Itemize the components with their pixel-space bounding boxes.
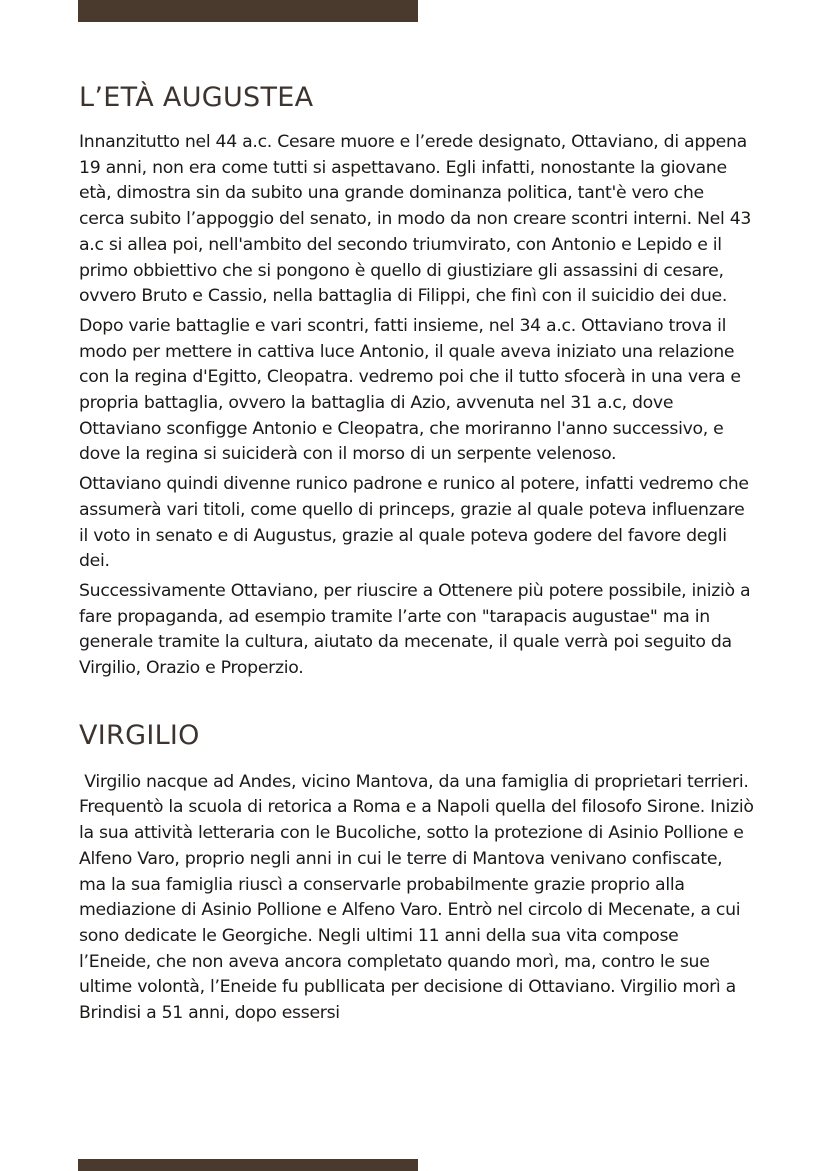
- paragraph: Virgilio nacque ad Andes, vicino Mantova, da una famiglia di proprietari terrieri. Frequentò la scuola di retorica a Roma e a Napoli quella del filosofo Sirone. Iniziò la sua attività letteraria con le Bucoliche, sotto la protezione di Asinio Pollione e Alfeno Varo, proprio negli anni in cui le terre di Mantova venivano confiscate, ma la sua famiglia riuscì a conservarle probabilmente grazie proprio alla mediazione di Asinio Pollione e Alfeno Varo. Entrò nel circolo di Mecenate, a cui sono dedicate le Georgiche. Negli ultimi 11 anni della sua vita compose l’Eneide, che non aveva ancora completato quando morì, ma, contro le sue ultime volontà, l’Eneide fu publlicata per decisione di Ottaviano. Virgilio morì a Brindisi a 51 anni, dopo essersi: [79, 771, 759, 1024]
- section-title: L’ETÀ AUGUSTEA: [79, 82, 314, 113]
- bottom-decorative-bar: [78, 1159, 418, 1171]
- top-decorative-bar: [78, 0, 418, 22]
- paragraph: Dopo varie battaglie e vari scontri, fatti insieme, nel 34 a.c. Ottaviano trova il modo per mettere in cattiva luce Antonio, il quale aveva iniziato una relazione con la regina d'Egitto, Cleopatra. vedremo poi che il tutto sfocerà in una vera e propria battaglia, ovvero la battaglia di Azio, avvenuta nel 31 a.c, dove Ottaviano sconfigge Antonio e Cleopatra, che moriranno l'anno successivo, e dove la regina si suiciderà con il morso di un serpente velenoso.: [79, 315, 741, 465]
- document-body: [79, 78, 759, 1027]
- paragraph: Innanzitutto nel 44 a.c. Cesare muore e l’erede designato, Ottaviano, di appena 19 anni, non era come tutti si aspettavano. Egli infatti, nonostante la giovane età, dimostra sin da subito una grande dominanza politica, tant'è vero che cerca subito l’appoggio del senato, in modo da non creare scontri interni. Nel 43 a.c si allea poi, nell'ambito del secondo triumvirato, con Antonio e Lepido e il primo obbiettivo che si pongono è quello di giustiziare gli assassini di cesare, ovvero Bruto e Cassio, nella battaglia di Filippi, che finì con il suicidio dei due.: [79, 132, 752, 307]
- section-virgilio: [79, 716, 759, 1027]
- paragraph: Ottaviano quindi divenne runico padrone e runico al potere, infatti vedremo che assumerà vari titoli, come quello di princeps, grazie al quale poteva influenzare il voto in senato e di Augustus, grazie al quale poteva godere del favore degli dei.: [79, 474, 749, 572]
- paragraph: Successivamente Ottaviano, per riuscire a Ottenere più potere possibile, iniziò a fare propaganda, ad esempio tramite l’arte con "tarapacis augustae" ma in generale tramite la cultura, aiutato da mecenate, il quale verrà poi seguito da Virgilio, Orazio e Properzio.: [79, 580, 751, 679]
- section-eta-augustea: [79, 78, 754, 682]
- section-title: VIRGILIO: [79, 719, 200, 751]
